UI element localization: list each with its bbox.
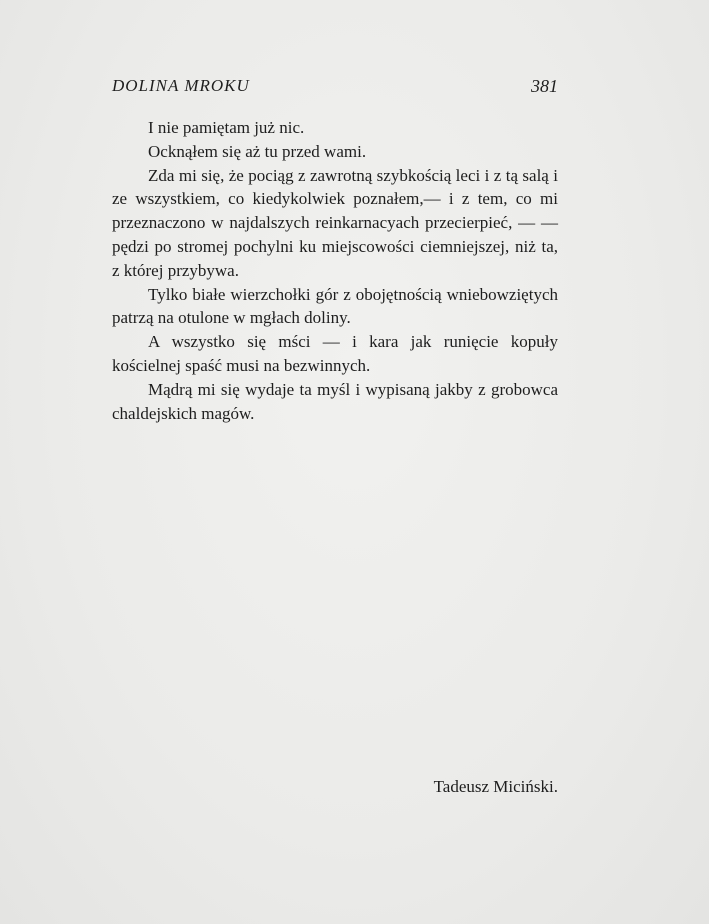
page-number: 381 xyxy=(531,76,558,96)
paragraph: Tylko białe wierzchołki gór z obojętnością wniebowziętych patrzą na otulone w mgłach doliny. xyxy=(112,284,558,328)
author-signature: Tadeusz Miciński. xyxy=(433,777,558,796)
body-text xyxy=(112,116,558,425)
paragraph: A wszystko się mści — i kara jak runięcie kopuły kościelnej spaść musi na bezwinnych. xyxy=(112,332,558,375)
paragraph: Ocknąłem się aż tu przed wami. xyxy=(148,141,367,161)
paragraph: I nie pamiętam już nic. xyxy=(148,118,305,137)
running-title: DOLINA MROKU xyxy=(112,76,250,95)
paragraph: Mądrą mi się wydaje ta myśl i wypisaną jakby z grobowca chaldejskich magów. xyxy=(112,379,558,423)
page-header xyxy=(112,76,558,100)
paragraph: Zda mi się, że pociąg z zawrotną szybkością leci i z tą salą i ze wszystkiem, co kiedykolwiek poznałem,— i z tem, co mi przeznaczono w najdalszych reinkarnacyach przecierpieć, — — pędzi po stromej pochylni ku miejscowości ciemniejszej, niż ta, z której przybywa. xyxy=(112,165,558,280)
